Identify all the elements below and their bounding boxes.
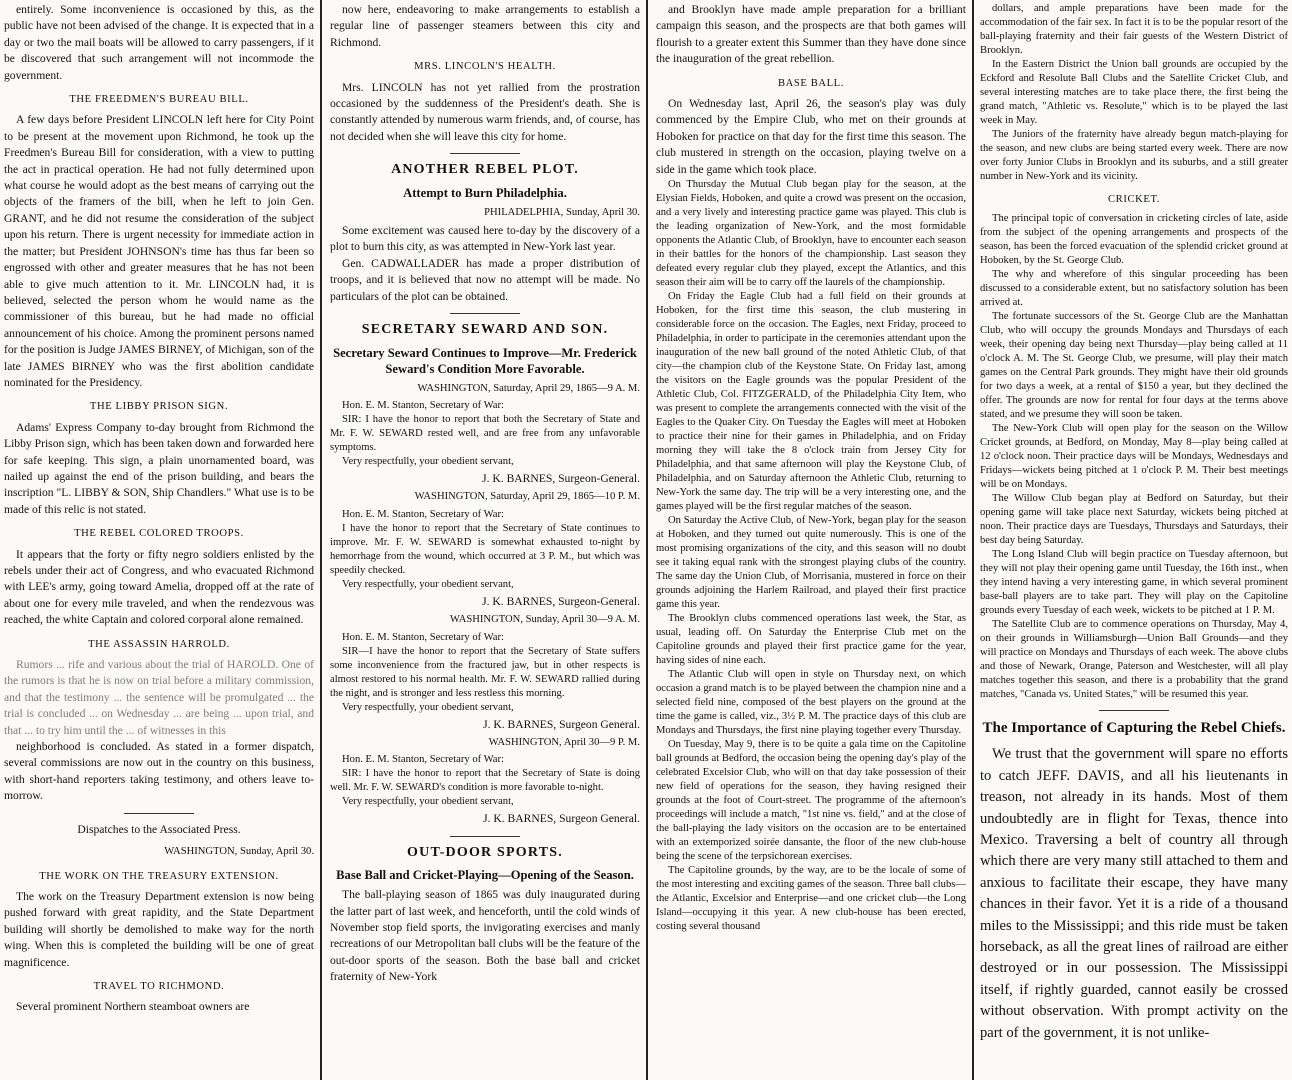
signature: J. K. BARNES, Surgeon-General.	[482, 471, 640, 485]
paragraph: SIR: I have the honor to report that both the Secretary of State and Mr. F. W. SEWARD rested well, and are free from any unfavorable symptoms.	[330, 413, 640, 453]
paragraph: The New-York Club will open play for the season on the Willow Cricket grounds, at Bedford, on Monday, May 8—play being called at 12 o'clock noon. Their practice days will be Mondays, Wednesdays and Fridays—wickets being pitched at 1 o'clock P. M. Their best meetings will be on Mondays.	[980, 423, 1288, 491]
paragraph: We trust that the government will spare no efforts to catch JEFF. DAVIS, and all his lieutenants in treason, not already in its hands. Most of them undoubtedly are in flight for Texas, thence into Mexico. Traversing a belt of country all through which there are very many still attached to them and anxious to facilitate their escape, they have many chances in their favor. Yet it is a ride of a thousand miles to the Mississippi; and this ride must be taken horseback, as all the great lines of railroad are either destroyed or in our possession. The Mississippi itself, if rightly guarded, cannot easily be crossed without observation. With prompt activity on the part of the government, it is not unlike-	[980, 746, 1288, 1041]
divider	[450, 153, 520, 154]
section-heading: THE WORK ON THE TREASURY EXTENSION.	[39, 870, 279, 882]
editorial-body	[980, 744, 1288, 1044]
paragraph: On Wednesday last, April 26, the season's play was duly commenced by the Empire Club, who met on their grounds at Hoboken for practice on that day for the first time this season. The club mustered in strength on the occasion, playing twelve on a side in the game which took place.	[656, 97, 966, 176]
closing: Very respectfully, your obedient servant,	[342, 455, 514, 467]
section-heading: THE REBEL COLORED TROOPS.	[74, 528, 244, 540]
paragraph: SIR: I have the honor to report that the Secretary of State is doing well. Mr. F. W. SEWARD's condition is more favorable to-night.	[330, 768, 640, 794]
paragraph: The Willow Club began play at Bedford on Saturday, but their opening game will take place next Saturday, wickets being pitched at noon. Their practice days are Tuesdays, Thursdays and Saturdays, their best day being Saturday.	[980, 493, 1288, 547]
paragraph: It appears that the forty or fifty negro soldiers enlisted by the rebels under their act of Congress, and who evacuated Richmond with LEE's army, going toward Amelia, dropped off at the rate of about one for every mile traveled, and when the rendezvous was reached, the white Captain and colored corporal alone remained.	[4, 547, 314, 627]
dispatch-heading: Dispatches to the Associated Press.	[77, 822, 241, 836]
paragraph: On Saturday the Active Club, of New-York, began play for the season at Hoboken, and they turned out quite numerously. This is one of the most promising organizations of the city, and this season will no doubt see it taking equal rank with the strongest playing clubs of the country. The same day the Union Club, of Morrisania, mustered in force on their grounds adjoining the Harlem Railroad, and played their first practice game this year.	[656, 515, 966, 611]
column-3	[656, 2, 966, 1080]
column-rule	[972, 0, 974, 1080]
sports-continuation	[980, 2, 1288, 702]
dateline: WASHINGTON, Sunday, April 30—9 A. M.	[449, 614, 640, 626]
paragraph: The Capitoline grounds, by the way, are to be the locale of some of the most interesting and exciting games of the season. Three ball clubs—the Atlantic, Excelsior and Enterprise—and one cricket club—the Long Island—occupying it this year. A new club-house has been erected, costing several thousand	[656, 865, 966, 933]
paragraph: entirely. Some inconvenience is occasioned by this, as the public have not been advised of the change. It is expected that in a day or two the mail boats will be allowed to carry passengers, if it be discovered that such arrangement will not incommode the government.	[4, 3, 314, 82]
paragraph: The work on the Treasury Department extension is now being pushed forward with great rapidity, and the State Department building will shortly be demolished to make way for the north wing. When this is completed the building will be one of great magnificence.	[4, 889, 314, 969]
paragraph: A few days before President LINCOLN left here for City Point to be present at the movement upon Richmond, he took up the Freedmen's Bureau Bill for consideration, with a view to putting the act in practical operation. He had not fully determined upon what course he would adopt as the best means of carrying out the objects of the framers of the bill, when he left to join Gen. GRANT, and he did not resume the consideration of the subject upon his return. There is urgent necessity for immediate action in the matter; but President JOHNSON's time has thus far been so engrossed with other and greater measures that he has not been able to give much attention to it. Mr. LINCOLN had, it is believed, selected the person whom he would name as the commissioner of this bureau, but he had made no official announcement of his choice. Among the prominent persons named for the position is Judge JAMES BIRNEY, of Michigan, son of the late JAMES BIRNEY who was the first abolition candidate nominated for the Presidency.	[4, 113, 314, 389]
paragraph: and Brooklyn have made ample preparation for a brilliant campaign this season, and the prospects are that both games will flourish to a greater extent this Summer than they have done since the inauguration of the great rebellion.	[656, 3, 966, 66]
divider	[450, 313, 520, 314]
paragraph: SIR—I have the honor to report that the Secretary of State suffers some inconvenience from the fractured jaw, but in other respects is almost restored to his normal health. Mr. F. W. SEWARD rallied during the night, and is stronger and less restless this morning.	[330, 645, 640, 699]
section-heading: TRAVEL TO RICHMOND.	[93, 980, 225, 992]
salutation: Hon. E. M. Stanton, Secretary of War:	[342, 399, 504, 411]
bulletin-block	[330, 381, 640, 828]
dateline: WASHINGTON, Saturday, April 29, 1865—10 P. M.	[414, 491, 640, 503]
column-2	[330, 2, 640, 1080]
paragraph: dollars, and ample preparations have been made for the accommodation of the fair sex. In fact it is to be the popular resort of the ball-playing fraternity and their fair guests of the Western District of Brooklyn.	[980, 3, 1288, 56]
article-subheading: Secretary Seward Continues to Improve—Mr. Frederick Seward's Condition More Favorable.	[333, 345, 637, 376]
section-heading: THE LIBBY PRISON SIGN.	[89, 401, 229, 413]
section-heading: BASE BALL.	[777, 77, 845, 89]
paragraph: The Satellite Club are to commence operations on Thursday, May 4, on their grounds in Williamsburgh—Union Ball Grounds—and they will practice on Mondays and Thursdays of each week. The above clubs and those of Newark, Orange, Paterson and Westchester, will all play matches together this season, and there is a probability that the grand matches, "Canada vs. United States," will be resumed this year.	[980, 619, 1288, 701]
section-heading: MRS. LINCOLN'S HEALTH.	[414, 61, 556, 73]
section-heading: THE ASSASSIN HARROLD.	[88, 638, 230, 650]
paragraph: Rumors ... rife and various about the trial of HAROLD. One of the rumors is that he is now on trial before a military commission, and that the testimony ... the sentence will be promulgated ... the trial is concluded ... on Wednesday ... are being ... upon trial, and that ... to try him until the ... of witnesses in this	[4, 658, 314, 737]
article-subheading: Base Ball and Cricket-Playing—Opening of the Season.	[336, 868, 634, 883]
divider	[1099, 710, 1169, 711]
paragraph: The fortunate successors of the St. George Club are the Manhattan Club, who will occupy the grounds Mondays and Thursdays of each week, their opening day being next Thursday—play being called at 11 o'clock A. M. The St. George Club, we presume, will play their match games on the Central Park grounds. They might have their old grounds for two days a week, at a rental of $150 a year, but they declined the offer. The grounds are now for rental for four days at the terms above stated, and we presume they will soon be taken.	[980, 311, 1288, 421]
paragraph: In the Eastern District the Union ball grounds are occupied by the Eckford and Resolute Ball Clubs and the Satellite Cricket Club, and several interesting matches are to take place there, the first being the grand match, "Athletic vs. Resolute," which is to be played the last week in May.	[980, 59, 1288, 126]
paragraph: On Friday the Eagle Club had a full field on their grounds at Hoboken, for the first time this season, the club mustering in considerable force on the occasion. The Eagles, next Friday, proceed to Philadelphia, in order to participate in the ceremonies attendant upon the inauguration of the new ball ground of the noted Athletic Club, of that city—the champion club of the Keystone State. On Friday last, among the visitors on the Eagle grounds was the popular President of the Athletic Club, Col. FITZGERALD, of the Philadelphia City Item, who was present to complete the arrangements connected with the visit of the Eagles to the Quaker City. On Tuesday the Eagles will meet at Hoboken to practice their nine for their games in Philadelphia, and on Friday morning they will take the 8 o'clock train from Jersey City for Philadelphia, and that same afternoon will play the Keystone Club, of Philadelphia, and on Saturday afternoon the Athletic Club, returning to New-York the same day. The trip will be a very interesting one, and the games played will be the first regular matches of the season.	[656, 291, 966, 513]
paragraph: The ball-playing season of 1865 was duly inaugurated during the latter part of last week, and henceforth, until the cold winds of November stop field sports, the invigorating exercises and manly recreations of our Metropolitan ball clubs will be the feature of the out-door sports of the season. Both the base ball and cricket fraternity of New-York	[330, 888, 640, 984]
salutation: Hon. E. M. Stanton, Secretary of War:	[342, 754, 504, 766]
paragraph: I have the honor to report that the Secretary of State continues to improve. Mr. F. W. SEWARD is somewhat exhausted to-night by hemorrhage from the wound, which occurred at 3 P. M., but which was speedily checked.	[330, 522, 640, 576]
paragraph: now here, endeavoring to make arrangements to establish a regular line of passenger steamers between this city and Richmond.	[330, 3, 640, 49]
divider	[450, 836, 520, 837]
closing: Very respectfully, your obedient servant,	[342, 701, 514, 713]
closing: Very respectfully, your obedient servant,	[342, 578, 514, 590]
paragraph: Some excitement was caused here to-day by the discovery of a plot to burn this city, as was attempted in New-York last year.	[330, 224, 640, 254]
faded-passage	[4, 657, 314, 739]
dateline: PHILADELPHIA, Sunday, April 30.	[484, 206, 640, 218]
section-heading: CRICKET.	[1108, 194, 1160, 205]
article-headline: SECRETARY SEWARD AND SON.	[361, 322, 609, 338]
paragraph: neighborhood is concluded. As stated in a former dispatch, several commissions are now out in the country on this business, with short-hand reporters taking testimony, and others leave to-morrow.	[4, 740, 314, 803]
paragraph: The Long Island Club will begin practice on Tuesday afternoon, but they will not play their opening game until Tuesday, the 16th inst., when they intend having a very interesting game, in which several prominent base-ball players are to take part. They will play on the Capitoline grounds every Tuesday of each week, wickets to be pitched at 1 P. M.	[980, 549, 1288, 617]
column-rule	[320, 0, 322, 1080]
dateline: WASHINGTON, Saturday, April 29, 1865—9 A. M.	[417, 382, 640, 394]
paragraph: The why and wherefore of this singular proceeding has been discussed to a considerable extent, but no satisfactory solution has been arrived at.	[980, 269, 1288, 309]
paragraph: On Tuesday, May 9, there is to be quite a gala time on the Capitoline ball grounds at Bedford, the occasion being the opening day's play of the celebrated Excelsior Club, who will on that day take possession of their new field of operations for the season, they having resigned their grounds at the foot of Court-street. The programme of the afternoon's proceedings will include a match, "1st nine vs. field," and at the close of the ball-playing the lady visitors on the occasion are to be entertained with an extemporized soirée dansante, the floor of the new club-house being the scene of the terpsichorean exercises.	[656, 739, 966, 863]
paragraph: Several prominent Northern steamboat owners are	[16, 1000, 250, 1014]
closing: Very respectfully, your obedient servant,	[342, 796, 514, 808]
signature: J. K. BARNES, Surgeon-General.	[482, 594, 640, 608]
column-rule	[646, 0, 648, 1080]
salutation: Hon. E. M. Stanton, Secretary of War:	[342, 631, 504, 643]
paragraph: Gen. CADWALLADER has made a proper distribution of troops, and it is believed that now no attempt will be made. No particulars of the plot can be obtained.	[330, 256, 640, 303]
divider	[124, 813, 194, 814]
column-1	[4, 2, 314, 1080]
paragraph: The Brooklyn clubs commenced operations last week, the Star, as usual, leading off. On Saturday the Enterprise Club met on the Capitoline grounds and played their first practice game for the year, having sides of nine each.	[656, 613, 966, 667]
paragraph: On Thursday the Mutual Club began play for the season, at the Elysian Fields, Hoboken, and quite a crowd was present on the occasion, and a very lively and interesting practice game was played. This club is the leading organization of New-York, and the most formidable opponents the Atlantic Club, of Brooklyn, have to encounter each season in their battles for the honors of the championship. Last season they defeated every regular club they played, except the Atlantics, and this season their aim will be to carry off the laurels of the championship.	[656, 179, 966, 289]
section-heading: THE FREEDMEN'S BUREAU BILL.	[69, 94, 249, 106]
paragraph: The Juniors of the fraternity have already begun match-playing for the season, and new clubs are being started every week. There are now over forty Junior Clubs in Brooklyn and its suburbs, and a still greater number in New-York and its vicinity.	[980, 129, 1288, 182]
dateline: WASHINGTON, April 30—9 P. M.	[488, 736, 640, 748]
signature: J. K. BARNES, Surgeon General.	[483, 717, 640, 731]
paragraph: The principal topic of conversation in cricketing circles of late, aside from the subject of the opening arrangements and prospects of the season, has been the forced evacuation of the splendid cricket ground at Hoboken, by the St. George Club.	[980, 213, 1288, 267]
paragraph: Adams' Express Company to-day brought from Richmond the Libby Prison sign, which has been taken down and forwarded here for safe keeping. This sign, a plain unornamented board, was nailed up against the end of the prison building, and bears the inscription "L. LIBBY & SON, Ship Chandlers." What use is to be made of this relic is not stated.	[4, 420, 314, 516]
article-headline: OUT-DOOR SPORTS.	[407, 844, 563, 860]
dateline: WASHINGTON, Sunday, April 30.	[164, 846, 314, 858]
salutation: Hon. E. M. Stanton, Secretary of War:	[342, 508, 504, 520]
column-4	[980, 2, 1288, 1080]
article-subheading: Attempt to Burn Philadelphia.	[403, 185, 567, 200]
signature: J. K. BARNES, Surgeon General.	[483, 812, 640, 826]
editorial-headline: The Importance of Capturing the Rebel Chiefs.	[982, 720, 1286, 737]
paragraph: Mrs. LINCOLN has not yet rallied from the prostration occasioned by the suddenness of the President's death. She is constantly attended by numerous warm friends, and, of course, has not decided when she will leave this city for home.	[330, 80, 640, 143]
paragraph: The Atlantic Club will open in style on Thursday next, on which occasion a grand match is to be played between the champion nine and a selected field nine, composed of the best players on the ground at the time the game is called, viz., 3½ P. M. The practice days of this club are Mondays and Thursdays, the first nine playing together every Thursday.	[656, 669, 966, 737]
article-headline: ANOTHER REBEL PLOT.	[391, 162, 579, 178]
